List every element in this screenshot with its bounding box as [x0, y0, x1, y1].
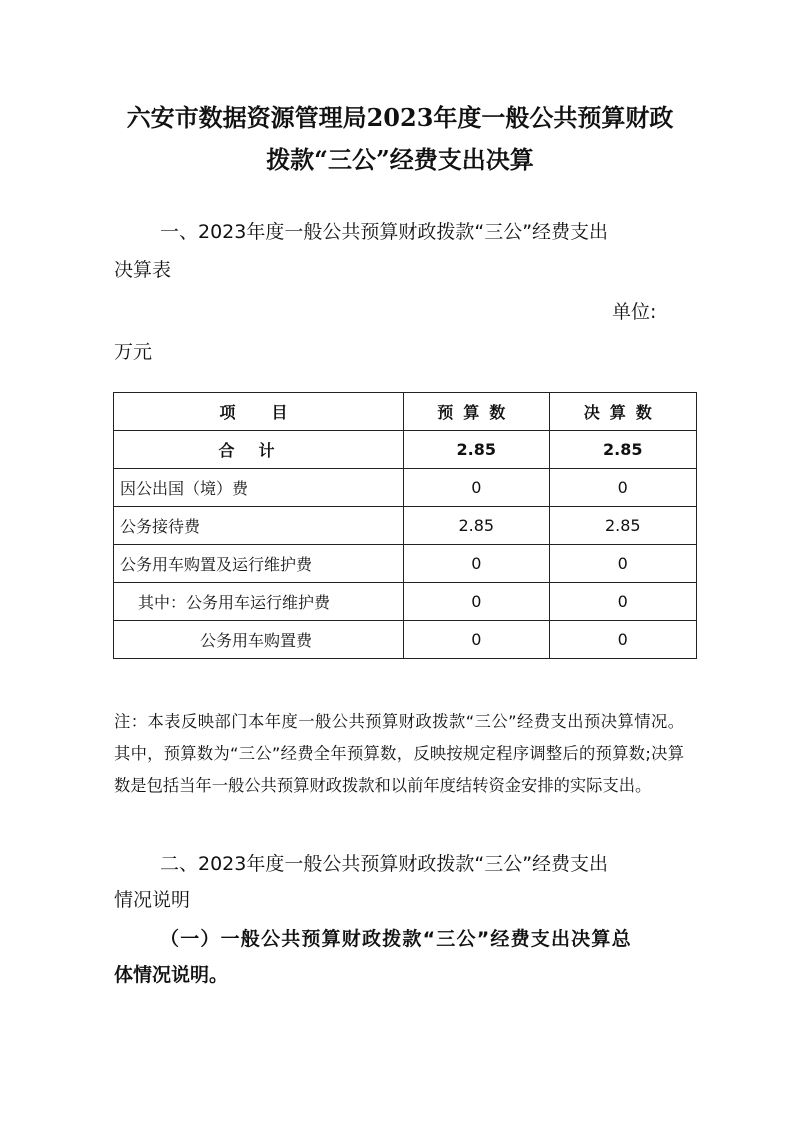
row-final: 2.85 [549, 507, 696, 545]
table-row [114, 621, 697, 659]
row-final: 0 [549, 545, 696, 583]
table-row [114, 469, 697, 507]
section2-heading-line2: 情况说明 [114, 889, 191, 911]
section1-heading-line2: 决算表 [114, 259, 172, 281]
row-budget: 2.85 [404, 507, 549, 545]
row-final: 0 [549, 621, 696, 659]
document-title-line1: 六安市数据资源管理局2023年度一般公共预算财政 [126, 103, 674, 132]
row-final: 0 [549, 469, 696, 507]
table-header-row [114, 393, 697, 431]
row-budget: 0 [404, 469, 549, 507]
table-row [114, 583, 697, 621]
row-label: 其中：公务用车运行维护费 [114, 583, 404, 621]
row-budget: 0 [404, 545, 549, 583]
row-label: 公务用车购置费 [114, 621, 404, 659]
row-budget: 0 [404, 621, 549, 659]
total-label: 合计 [114, 431, 404, 469]
header-budget: 预算数 [404, 393, 549, 431]
three-public-expense-table [113, 392, 697, 659]
unit-value: 万元 [114, 341, 153, 363]
section1-heading-line1: 一、2023年度一般公共预算财政拨款“三公”经费支出 [160, 221, 609, 243]
document-title-line2: 拨款“三公”经费支出决算 [266, 145, 534, 174]
table-row [114, 545, 697, 583]
row-label: 公务接待费 [114, 507, 404, 545]
row-final: 0 [549, 583, 696, 621]
total-final: 2.85 [549, 431, 696, 469]
section3-heading-line2: 体情况说明。 [114, 964, 229, 986]
section2-heading-line1: 二、2023年度一般公共预算财政拨款“三公”经费支出 [160, 853, 609, 875]
total-budget: 2.85 [404, 431, 549, 469]
table-note: 注：本表反映部门本年度一般公共预算财政拨款“三公”经费支出预决算情况。其中，预算数为“三公”经费全年预算数，反映按规定程序调整后的预算数;决算数是包括当年一般公共预算财政拨款和以前年度结转资金安排的实际支出。 [114, 712, 684, 795]
table-total-row [114, 431, 697, 469]
row-budget: 0 [404, 583, 549, 621]
header-final: 决算数 [549, 393, 696, 431]
row-label: 公务用车购置及运行维护费 [114, 545, 404, 583]
header-item: 项 目 [114, 393, 404, 431]
row-label: 因公出国（境）费 [114, 469, 404, 507]
table-row [114, 507, 697, 545]
unit-label: 单位: [612, 301, 657, 323]
section3-heading-line1: （一）一般公共预算财政拨款“三公”经费支出决算总 [160, 928, 632, 950]
